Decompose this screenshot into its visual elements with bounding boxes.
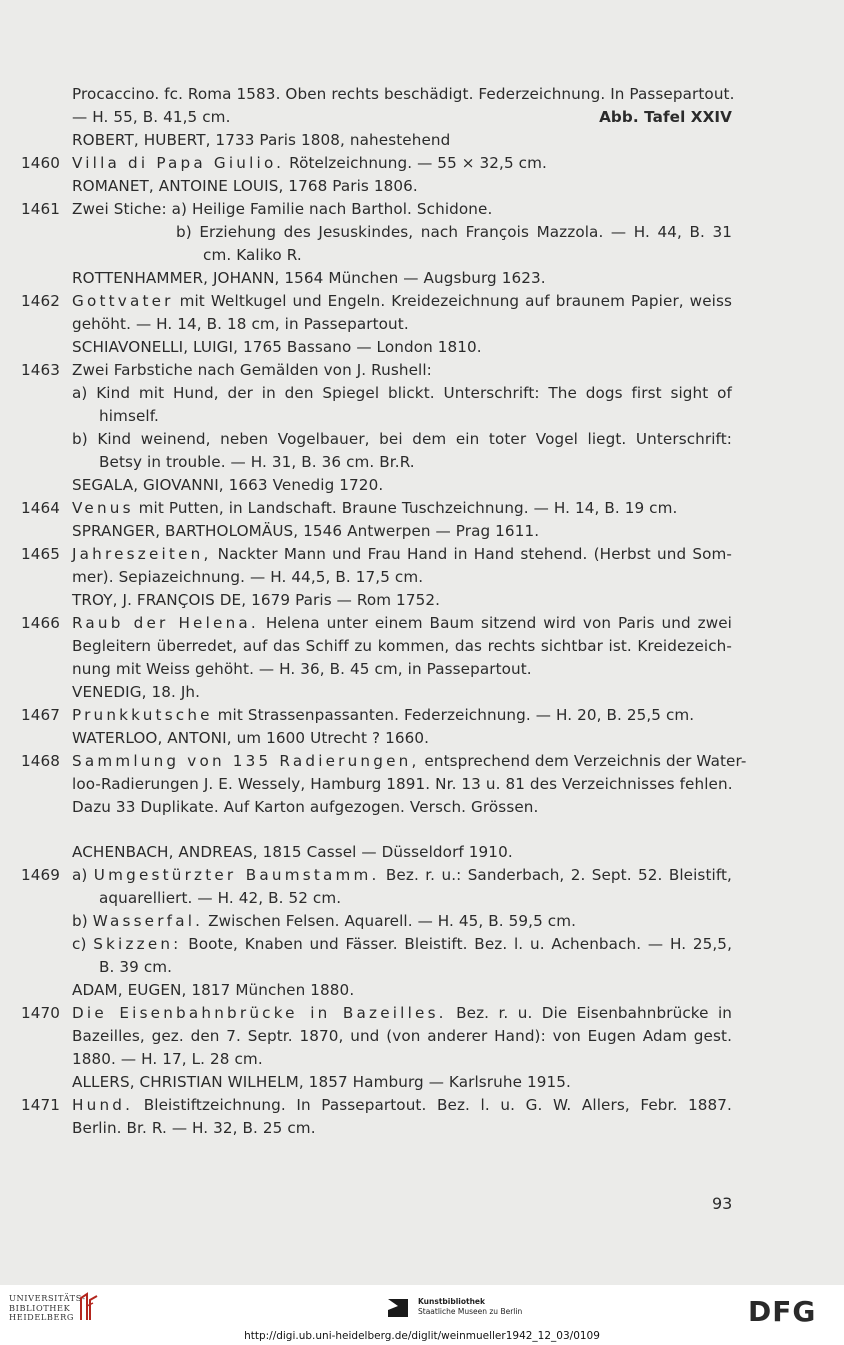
text-line (0, 497, 844, 520)
line-body: nung mit Weiss gehöht. — H. 36, B. 45 cm, in Passepartout. (72, 660, 532, 678)
text-line (0, 1117, 844, 1140)
line-text (72, 1094, 732, 1117)
university-library-logo-text[interactable] (9, 1294, 86, 1323)
line-body: Procaccino. fc. Roma 1583. Oben rechts beschädigt. Federzeichnung. In Passepartout. (72, 85, 735, 103)
line-text (99, 405, 732, 428)
lot-title: Villa di Papa Giulio. (72, 154, 285, 172)
line-text (72, 152, 732, 175)
text-line (0, 382, 844, 405)
lot-number: 1464 (21, 499, 61, 517)
line-text (72, 635, 732, 658)
text-line (0, 129, 844, 152)
line-body: Berlin. Br. R. — H. 32, B. 25 cm. (72, 1119, 316, 1137)
line-body: mit Putten, in Landschaft. Braune Tuschzeichnung. — H. 14, B. 19 cm. (133, 499, 678, 517)
text-line (0, 313, 844, 336)
line-body: Betsy in trouble. — H. 31, B. 36 cm. Br.R. (99, 453, 415, 471)
text-line (0, 221, 844, 244)
line-body: 1880. — H. 17, L. 28 cm. (72, 1050, 263, 1068)
uni-line-1: UNIVERSITÄTS- (9, 1293, 86, 1303)
line-text (72, 589, 732, 612)
text-line (0, 451, 844, 474)
section-gap (0, 819, 844, 841)
line-text (176, 221, 732, 244)
line-body: cm. Kaliko R. (203, 246, 302, 264)
line-text (203, 244, 732, 267)
plate-reference: Abb. Tafel XXIV (599, 108, 732, 126)
line-body: Bez. r. u. Die Eisenbahnbrücke in (446, 1004, 733, 1022)
lot-number: 1460 (21, 154, 61, 172)
text-line (0, 1094, 844, 1117)
line-text (72, 910, 732, 933)
text-line (0, 681, 844, 704)
lot-title: Venus (72, 499, 134, 517)
line-body: Begleitern überredet, auf das Schiff zu kommen, das rechts sichtbar ist. Kreidezeich- (72, 637, 732, 655)
text-line (0, 267, 844, 290)
line-text (72, 1025, 732, 1048)
line-text (72, 704, 732, 727)
uni-line-3: HEIDELBERG (9, 1312, 75, 1322)
text-line (0, 175, 844, 198)
line-body: Nackter Mann und Frau Hand in Hand stehend. (Herbst und Som- (211, 545, 732, 563)
text-line (0, 796, 844, 819)
text-line (0, 566, 844, 589)
university-logo-icon[interactable] (78, 1292, 100, 1322)
text-line (0, 956, 844, 979)
line-text (99, 956, 732, 979)
line-text (72, 198, 732, 221)
lot-title: Skizzen: (93, 935, 182, 953)
uni-line-2: BIBLIOTHEK (9, 1302, 71, 1313)
line-body: TROY, J. FRANÇOIS DE, 1679 Paris — Rom 1752. (72, 591, 441, 609)
line-text (72, 175, 732, 198)
text-line (0, 336, 844, 359)
text-line (0, 887, 844, 910)
text-line (0, 658, 844, 681)
line-body: Helena unter einem Baum sitzend wird von Paris und zwei (258, 614, 732, 632)
kb-title: Kunstbibliothek (418, 1297, 486, 1306)
line-text (72, 129, 732, 152)
line-text (72, 864, 732, 887)
line-body: a) Kind mit Hund, der in den Spiegel blickt. Unterschrift: The dogs first sight of (72, 384, 732, 402)
line-text (72, 658, 732, 681)
item-prefix: c) (72, 935, 94, 953)
line-text (72, 267, 732, 290)
permalink-url[interactable]: http://digi.ub.uni-heidelberg.de/diglit/weinmueller1942_12_03/0109 (244, 1330, 600, 1342)
line-body: B. 39 cm. (99, 958, 173, 976)
lot-title: Wasserfal. (92, 912, 204, 930)
lot-title: Jahreszeiten, (72, 545, 212, 563)
line-text (72, 290, 732, 313)
line-text (72, 773, 732, 796)
text-line (0, 635, 844, 658)
line-body: b) Erziehung des Jesuskindes, nach François Mazzola. — H. 44, B. 31 (176, 223, 732, 241)
text-line (0, 612, 844, 635)
line-body: gehöht. — H. 14, B. 18 cm, in Passepartout. (72, 315, 409, 333)
text-line (0, 106, 844, 129)
text-line (0, 244, 844, 267)
line-body: Bazeilles, gez. den 7. Septr. 1870, und (von anderer Hand): von Eugen Adam gest. (72, 1027, 732, 1045)
line-text (72, 796, 732, 819)
dfg-logo[interactable]: DFG (748, 1295, 817, 1328)
lot-number: 1470 (21, 1004, 61, 1022)
lot-number: 1469 (21, 866, 61, 884)
kunstbibliothek-logo-icon[interactable] (386, 1296, 410, 1320)
line-body: mer). Sepiazeichnung. — H. 44,5, B. 17,5 cm. (72, 568, 424, 586)
line-body: ACHENBACH, ANDREAS, 1815 Cassel — Düsseldorf 1910. (72, 843, 513, 861)
line-body: — H. 55, B. 41,5 cm. (72, 108, 231, 126)
line-body: mit Weltkugel und Engeln. Kreidezeichnung auf braunem Papier, weiss (173, 292, 732, 310)
line-text (72, 543, 732, 566)
line-text (72, 497, 732, 520)
line-text (72, 933, 732, 956)
line-text (72, 979, 732, 1002)
line-text (72, 359, 732, 382)
lot-number: 1468 (21, 752, 61, 770)
catalog-text (0, 83, 844, 1140)
line-body: ROTTENHAMMER, JOHANN, 1564 München — Augsburg 1623. (72, 269, 546, 287)
line-body: Zwischen Felsen. Aquarell. — H. 45, B. 59,5 cm. (203, 912, 577, 930)
line-text (72, 382, 732, 405)
text-line (0, 405, 844, 428)
lot-number: 1466 (21, 614, 61, 632)
text-line (0, 152, 844, 175)
kb-subtitle: Staatliche Museen zu Berlin (418, 1307, 523, 1316)
line-body: Zwei Farbstiche nach Gemälden von J. Rushell: (72, 361, 432, 379)
text-line (0, 1025, 844, 1048)
text-line (0, 1048, 844, 1071)
line-text (72, 428, 732, 451)
footer-bar (0, 1285, 844, 1345)
text-line (0, 773, 844, 796)
text-line (0, 428, 844, 451)
page-number: 93 (712, 1194, 733, 1213)
lot-title: Umgestürzter Baumstamm. (93, 866, 380, 884)
text-line (0, 198, 844, 221)
text-line (0, 704, 844, 727)
text-line (0, 520, 844, 543)
line-text (72, 520, 732, 543)
text-line (0, 933, 844, 956)
lot-number: 1467 (21, 706, 61, 724)
line-body: himself. (99, 407, 159, 425)
text-line (0, 474, 844, 497)
line-text (72, 566, 732, 589)
lot-number: 1465 (21, 545, 61, 563)
line-body: loo-Radierungen J. E. Wessely, Hamburg 1891. Nr. 13 u. 81 des Verzeichnisses fehlen. (72, 775, 733, 793)
line-text (72, 612, 732, 635)
text-line (0, 750, 844, 773)
text-line (0, 910, 844, 933)
text-line (0, 290, 844, 313)
line-body: b) Kind weinend, neben Vogelbauer, bei dem ein toter Vogel liegt. Unterschrift: (72, 430, 732, 448)
line-text (72, 841, 732, 864)
line-text (72, 681, 732, 704)
lot-title: Prunkkutsche (72, 706, 213, 724)
item-prefix: b) (72, 912, 93, 930)
text-line (0, 589, 844, 612)
line-body: Dazu 33 Duplikate. Auf Karton aufgezogen. Versch. Grössen. (72, 798, 539, 816)
line-body: WATERLOO, ANTONI, um 1600 Utrecht ? 1660. (72, 729, 430, 747)
line-text (72, 83, 735, 106)
lot-title: Sammlung von 135 Radierungen, (72, 752, 420, 770)
line-body: ALLERS, CHRISTIAN WILHELM, 1857 Hamburg — Karlsruhe 1915. (72, 1073, 571, 1091)
lot-number: 1462 (21, 292, 61, 310)
text-line (0, 864, 844, 887)
line-body: Bleistiftzeichnung. In Passepartout. Bez. l. u. G. W. Allers, Febr. 1887. (133, 1096, 732, 1114)
line-body: ADAM, EUGEN, 1817 München 1880. (72, 981, 355, 999)
text-line (0, 1071, 844, 1094)
lot-number: 1461 (21, 200, 61, 218)
line-body: VENEDIG, 18. Jh. (72, 683, 201, 701)
lot-number: 1471 (21, 1096, 61, 1114)
text-line (0, 359, 844, 382)
text-line (0, 83, 844, 106)
line-body: mit Strassenpassanten. Federzeichnung. — H. 20, B. 25,5 cm. (212, 706, 695, 724)
lot-title: Gottvater (72, 292, 174, 310)
line-body: Bez. r. u.: Sanderbach, 2. Sept. 52. Bleistift, (379, 866, 732, 884)
kunstbibliothek-label[interactable] (418, 1297, 522, 1317)
line-text (72, 313, 732, 336)
line-text (72, 336, 732, 359)
line-text (72, 1048, 732, 1071)
line-body: SCHIAVONELLI, LUIGI, 1765 Bassano — London 1810. (72, 338, 482, 356)
line-text (72, 727, 732, 750)
line-text (72, 1071, 732, 1094)
line-body: SEGALA, GIOVANNI, 1663 Venedig 1720. (72, 476, 384, 494)
lot-title: Die Eisenbahnbrücke in Bazeilles. (72, 1004, 447, 1022)
text-line (0, 543, 844, 566)
lot-title: Raub der Helena. (72, 614, 259, 632)
lot-number: 1463 (21, 361, 61, 379)
line-text (72, 750, 747, 773)
line-text (99, 887, 732, 910)
line-body: SPRANGER, BARTHOLOMÄUS, 1546 Antwerpen — Prag 1611. (72, 522, 540, 540)
item-prefix: a) (72, 866, 94, 884)
line-text (72, 474, 732, 497)
lot-title: Hund. (72, 1096, 134, 1114)
line-text (99, 451, 732, 474)
line-body: Zwei Stiche: a) Heilige Familie nach Barthol. Schidone. (72, 200, 493, 218)
text-line (0, 841, 844, 864)
line-text (72, 1117, 732, 1140)
line-body: ROMANET, ANTOINE LOUIS, 1768 Paris 1806. (72, 177, 418, 195)
line-body: aquarelliert. — H. 42, B. 52 cm. (99, 889, 342, 907)
text-line (0, 1002, 844, 1025)
line-text (72, 1002, 732, 1025)
line-body: entsprechend dem Verzeichnis der Water- (419, 752, 747, 770)
line-body: Rötelzeichnung. — 55 × 32,5 cm. (284, 154, 547, 172)
line-body: ROBERT, HUBERT, 1733 Paris 1808, nahestehend (72, 131, 451, 149)
text-line (0, 727, 844, 750)
text-line (0, 979, 844, 1002)
line-body: Boote, Knaben und Fässer. Bleistift. Bez. l. u. Achenbach. — H. 25,5, (181, 935, 733, 953)
